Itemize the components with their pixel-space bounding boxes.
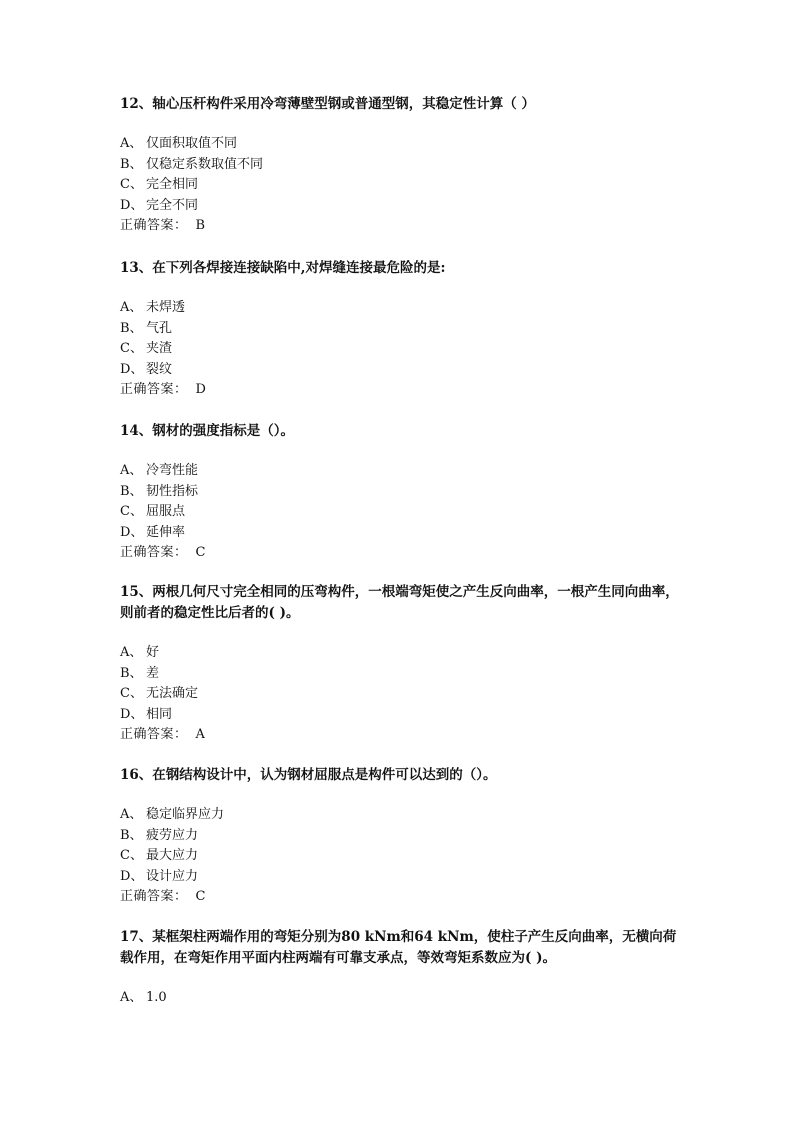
- option-letter: A、: [120, 136, 143, 151]
- option-letter: A、: [120, 990, 143, 1005]
- question-stem: [120, 258, 680, 279]
- option-text: 好: [146, 645, 160, 660]
- option-letter: C、: [120, 177, 143, 193]
- option-letter: C、: [120, 848, 143, 864]
- question-stem: [120, 421, 680, 442]
- option-letter: D、: [120, 706, 144, 722]
- option-letter: B、: [120, 156, 143, 172]
- options-list: [120, 298, 680, 401]
- option-text: 疲劳应力: [146, 827, 199, 843]
- option-letter: B、: [120, 665, 143, 681]
- option-text: 裂纹: [146, 361, 173, 377]
- answer-label: 正确答案：: [120, 545, 188, 561]
- option-a: [120, 805, 680, 826]
- option-text: 相同: [146, 706, 173, 722]
- option-letter: C、: [120, 504, 143, 520]
- answer-label: 正确答案：: [120, 889, 188, 905]
- option-d: [120, 705, 680, 726]
- question-14: [120, 421, 680, 564]
- option-b: [120, 664, 680, 685]
- option-b: [120, 319, 680, 340]
- option-text: 稳定临界应力: [146, 807, 225, 822]
- option-letter: A、: [120, 300, 143, 315]
- option-c: [120, 846, 680, 867]
- question-stem: [120, 582, 680, 624]
- answer-value: B: [195, 218, 206, 234]
- option-d: [120, 523, 680, 544]
- option-c: [120, 175, 680, 196]
- question-stem: [120, 94, 680, 115]
- option-text: 1.0: [146, 990, 167, 1005]
- option-c: [120, 339, 680, 360]
- answer-value: D: [195, 382, 206, 398]
- option-text: 冷弯性能: [146, 463, 199, 478]
- answer-line: [120, 216, 680, 237]
- option-letter: A、: [120, 463, 143, 478]
- question-16: [120, 765, 680, 908]
- answer-line: [120, 543, 680, 564]
- option-text: 完全不同: [146, 197, 199, 213]
- question-stem: [120, 765, 680, 786]
- option-letter: D、: [120, 868, 144, 884]
- answer-value: C: [195, 889, 206, 905]
- option-letter: C、: [120, 686, 143, 702]
- option-letter: B、: [120, 320, 143, 336]
- answer-value: A: [195, 727, 205, 743]
- option-text: 未焊透: [146, 300, 186, 315]
- option-text: 屈服点: [146, 504, 186, 520]
- option-letter: D、: [120, 361, 144, 377]
- option-d: [120, 867, 680, 888]
- option-letter: A、: [120, 807, 143, 822]
- options-list: [120, 643, 680, 746]
- option-letter: C、: [120, 341, 143, 357]
- option-text: 延伸率: [146, 524, 186, 540]
- option-letter: B、: [120, 827, 143, 843]
- question-number: 15、: [120, 584, 153, 600]
- answer-line: [120, 725, 680, 746]
- option-a: [120, 134, 680, 155]
- option-text: 韧性指标: [146, 483, 199, 499]
- option-a: [120, 461, 680, 482]
- option-b: [120, 155, 680, 176]
- options-list: [120, 134, 680, 237]
- question-number: 16、: [120, 767, 153, 783]
- option-b: [120, 826, 680, 847]
- option-text: 仅稳定系数取值不同: [146, 156, 264, 172]
- option-text: 设计应力: [146, 868, 199, 884]
- option-text: 差: [146, 665, 160, 681]
- option-c: [120, 502, 680, 523]
- question-text: 某框架柱两端作用的弯矩分别为80 kNm和64 kNm，使柱子产生反向曲率，无横向荷载作用，在弯矩作用平面内柱两端有可靠支承点，等效弯矩系数应为( )。: [120, 929, 677, 966]
- answer-line: [120, 887, 680, 908]
- option-letter: D、: [120, 197, 144, 213]
- question-text: 在下列各焊接连接缺陷中,对焊缝连接最危险的是:: [152, 260, 446, 276]
- option-text: 无法确定: [146, 686, 199, 702]
- options-list: [120, 461, 680, 564]
- option-a: [120, 988, 680, 1009]
- question-13: [120, 258, 680, 401]
- option-text: 完全相同: [146, 177, 199, 193]
- answer-label: 正确答案：: [120, 218, 188, 234]
- options-list: [120, 988, 680, 1009]
- option-c: [120, 684, 680, 705]
- option-letter: A、: [120, 645, 143, 660]
- question-15: [120, 582, 680, 746]
- option-letter: D、: [120, 524, 144, 540]
- option-d: [120, 196, 680, 217]
- question-number: 13、: [120, 260, 153, 276]
- question-text: 在钢结构设计中，认为钢材屈服点是构件可以达到的（）。: [152, 767, 497, 783]
- question-text: 两根几何尺寸完全相同的压弯构件，一根端弯矩使之产生反向曲率，一根产生同向曲率，则前者的稳定性比后者的( )。: [120, 584, 679, 621]
- option-text: 仅面积取值不同: [146, 136, 238, 151]
- question-number: 17、: [120, 929, 153, 945]
- answer-value: C: [195, 545, 206, 561]
- question-12: [120, 94, 680, 237]
- options-list: [120, 805, 680, 908]
- question-number: 12、: [120, 96, 153, 112]
- answer-label: 正确答案：: [120, 727, 188, 743]
- option-a: [120, 643, 680, 664]
- option-b: [120, 482, 680, 503]
- option-text: 最大应力: [146, 848, 199, 864]
- question-17: [120, 927, 680, 1009]
- answer-label: 正确答案：: [120, 382, 188, 398]
- answer-line: [120, 380, 680, 401]
- question-text: 钢材的强度指标是（）。: [152, 423, 295, 439]
- option-text: 夹渣: [146, 341, 173, 357]
- question-stem: [120, 927, 680, 969]
- option-text: 气孔: [146, 320, 173, 336]
- question-text: 轴心压杆构件采用冷弯薄壁型钢或普通型钢，其稳定性计算（ ）: [152, 96, 535, 112]
- option-a: [120, 298, 680, 319]
- option-d: [120, 360, 680, 381]
- question-number: 14、: [120, 423, 153, 439]
- option-letter: B、: [120, 483, 143, 499]
